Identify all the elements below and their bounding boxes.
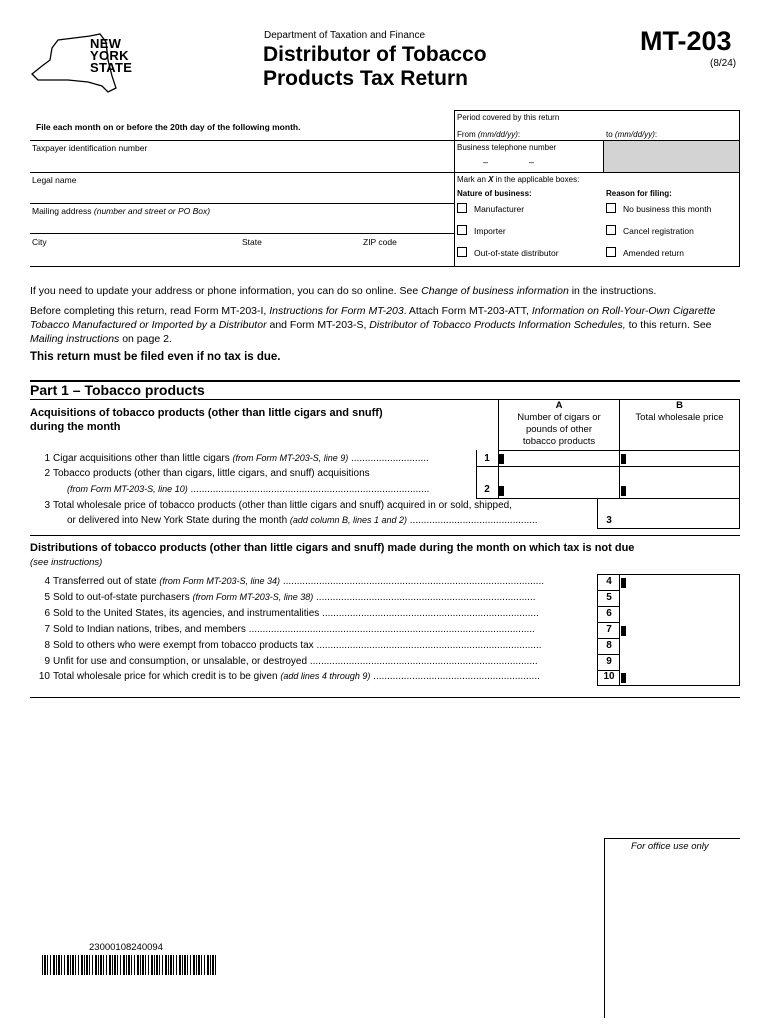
line-2-column-a-field[interactable] (498, 467, 619, 498)
line-10-row (30, 671, 592, 682)
line-2-row (30, 468, 478, 479)
line-8-box-number: 8 (606, 640, 612, 651)
barcode (42, 955, 216, 975)
line-1-b-marker (621, 454, 626, 464)
line-5-number: 5 (44, 592, 50, 603)
p2-i: on page 2. (119, 333, 172, 345)
line-1-box-number: 1 (484, 453, 490, 464)
line-10-text: Total wholesale price for which credit is to be given (53, 671, 281, 682)
reason-heading: Reason for filing: (606, 189, 672, 198)
label-no-business: No business this month (623, 204, 712, 214)
nature-heading: Nature of business: (457, 189, 532, 198)
nys-logo (28, 30, 138, 98)
line-7-box-number: 7 (606, 624, 612, 635)
line-3-ref: (add column B, lines 1 and 2) (289, 515, 407, 525)
line-10-field[interactable] (620, 671, 739, 685)
phone-label: Business telephone number (457, 143, 557, 152)
period-from-label (457, 130, 520, 139)
line-3-cont-row (30, 515, 590, 526)
line-4-text: Transferred out of state (53, 576, 160, 587)
line-2-cont-row (38, 484, 480, 495)
line-9-row (30, 656, 592, 667)
line-10-dots: ............................................................ (370, 671, 540, 682)
line-4-ref: (from Form MT-203-S, line 34) (159, 576, 281, 586)
line-5-dots: ............................................................................... (313, 592, 536, 603)
p2-b: Instructions for Form MT-203 (269, 305, 404, 317)
p1-b: Change of business information (421, 285, 569, 297)
p2-h: Mailing instructions (30, 333, 120, 345)
line-6-text: Sold to the United States, its agencies, and instrumentalities (53, 608, 320, 619)
line-7-row (30, 624, 592, 635)
line-4-field[interactable] (620, 575, 739, 590)
p2-f: Distributor of Tobacco Products Information Schedules, (369, 319, 626, 331)
phone-dash-2: – (529, 157, 535, 167)
logo-word-new: NEW (90, 36, 122, 51)
checkbox-cancel-registration[interactable] (606, 225, 616, 235)
phone-field[interactable] (456, 153, 602, 171)
line-9-box-number: 9 (606, 656, 612, 667)
line-1-number: 1 (44, 453, 50, 464)
line-5-text: Sold to out-of-state purchasers (53, 592, 193, 603)
legal-name-field[interactable] (30, 184, 454, 202)
label-importer: Importer (474, 226, 506, 236)
acquisitions-heading-line2: during the month (30, 421, 121, 433)
column-a-letter: A (555, 400, 563, 411)
line-2-column-b-field[interactable] (620, 467, 739, 498)
line-9-text: Unfit for use and consumption, or unsalable, or destroyed (53, 656, 308, 667)
to-text: to (606, 130, 615, 139)
p2-e: and Form MT-203-S, (266, 319, 370, 331)
line-10-marker (621, 673, 626, 683)
must-file-note: This return must be filed even if no tax is due. (30, 351, 281, 363)
zip-label: ZIP code (363, 237, 397, 247)
line-2-b-marker (621, 486, 626, 496)
line-2-number: 2 (44, 468, 50, 479)
to-format: (mm/dd/yy) (614, 130, 655, 139)
distributions-sub: (see instructions) (30, 557, 103, 568)
form-title-line2: Products Tax Return (263, 67, 468, 90)
form-title-line1: Distributor of Tobacco (263, 43, 487, 66)
column-a-desc: Number of cigars or pounds of other tobacco products (517, 412, 601, 447)
column-b-header (620, 400, 739, 424)
line-10-ref: (add lines 4 through 9) (280, 671, 371, 681)
taxpayer-id-label: Taxpayer identification number (32, 143, 148, 153)
mailing-address-label-text: Mailing address (32, 206, 94, 216)
from-text: From (457, 130, 478, 139)
city-state-zip-field[interactable] (30, 246, 454, 265)
line-1-row (30, 453, 478, 464)
line-1-column-b-field[interactable] (620, 451, 739, 466)
mailing-address-label-hint: (number and street or PO Box) (93, 206, 211, 216)
column-a-header (499, 400, 619, 448)
before-completing-paragraph (30, 304, 742, 346)
line-7-dots: ....................................................................................................... (245, 624, 535, 635)
p2-g: to this return. See (625, 319, 712, 331)
office-use-label: For office use only (631, 841, 709, 852)
mark-instruction (457, 175, 579, 184)
label-cancel-registration: Cancel registration (623, 226, 694, 236)
part1-title: Part 1 – Tobacco products (30, 382, 205, 398)
line-2-ref: (from Form MT-203-S, line 10) (67, 484, 188, 494)
logo-word-state: STATE (90, 60, 133, 75)
column-b-desc: Total wholesale price (635, 412, 724, 423)
line-7-text: Sold to Indian nations, tribes, and members (53, 624, 246, 635)
line-7-number: 7 (44, 624, 50, 635)
line-7-field[interactable] (620, 623, 739, 638)
checkbox-amended-return[interactable] (606, 247, 616, 257)
phone-dash-1: – (483, 157, 489, 167)
line-8-row (30, 640, 592, 651)
checkbox-no-business[interactable] (606, 203, 616, 213)
legal-name-label: Legal name (32, 175, 77, 185)
line-6-number: 6 (44, 608, 50, 619)
line-5-row (30, 592, 592, 603)
line-10-box-number: 10 (603, 671, 615, 682)
label-manufacturer: Manufacturer (474, 204, 525, 214)
line-2-a-marker (499, 486, 504, 496)
distributions-heading: Distributions of tobacco products (other than little cigars and snuff) made during the month on which tax is not due (30, 542, 635, 554)
checkbox-importer[interactable] (457, 225, 467, 235)
p1-a: If you need to update your address or phone information, you can do so online. See (30, 285, 422, 297)
p2-a: Before completing this return, read Form MT-203-I, (30, 305, 270, 317)
p1-c: in the instructions. (568, 285, 657, 297)
from-format: (mm/dd/yy) (477, 130, 518, 139)
checkbox-manufacturer[interactable] (457, 203, 467, 213)
line-6-field[interactable] (620, 607, 739, 622)
mailing-address-field[interactable] (30, 215, 454, 232)
line-6-box-number: 6 (606, 608, 612, 619)
acquisitions-heading (30, 406, 383, 434)
line-1-dots: ............................ (348, 453, 429, 464)
taxpayer-id-field[interactable] (30, 152, 454, 171)
form-number: MT-203 (640, 26, 732, 56)
period-label: Period covered by this return (457, 113, 560, 122)
form-revision: (8/24) (710, 58, 737, 69)
label-amended-return: Amended return (623, 248, 684, 258)
line-10-number: 10 (38, 671, 50, 682)
state-label: State (242, 237, 262, 247)
to-colon: : (654, 130, 658, 139)
mark-instruction-post: in the applicable boxes: (493, 175, 580, 184)
line-8-dots: ................................................................................. (313, 640, 542, 651)
line-4-number: 4 (44, 576, 50, 587)
department-name: Department of Taxation and Finance (264, 30, 426, 41)
line-3-number: 3 (44, 500, 50, 511)
line-8-text: Sold to others who were exempt from tobacco products tax (53, 640, 314, 651)
line-2-box-number: 2 (484, 484, 490, 495)
phone-shaded-cell (604, 141, 739, 172)
line-1-ref: (from Form MT-203-S, line 9) (232, 453, 349, 463)
logo-word-york: YORK (90, 48, 129, 63)
line-1-column-a-field[interactable] (498, 451, 619, 466)
line-2-text: Tobacco products (other than cigars, little cigars, and snuff) acquisitions (53, 468, 370, 479)
period-to-field[interactable] (672, 127, 738, 139)
p2-d: Information on Roll-Your-Own Cigarette Tobacco Manufactured or Imported by a Distributor (30, 305, 716, 331)
p2-c: . Attach Form MT-203-ATT, (403, 305, 532, 317)
line-5-box-number: 5 (606, 592, 612, 603)
logo-text (90, 38, 132, 74)
line-1-text: Cigar acquisitions other than little cigars (53, 453, 233, 464)
line-3-cont-text: or delivered into New York State during the month (67, 515, 290, 526)
line-3-row (30, 500, 600, 511)
mark-instruction-x: X (488, 175, 494, 184)
line-4-box-number: 4 (606, 576, 612, 587)
line-9-field[interactable] (620, 655, 739, 670)
checkbox-out-of-state[interactable] (457, 247, 467, 257)
line-2-dots: ...................................................................................... (187, 484, 430, 495)
period-from-field[interactable] (517, 127, 600, 139)
line-1-a-marker (499, 454, 504, 464)
line-8-field[interactable] (620, 639, 739, 654)
mark-instruction-pre: Mark an (457, 175, 489, 184)
line-5-ref: (from Form MT-203-S, line 38) (192, 592, 314, 602)
acquisitions-heading-line1: Acquisitions of tobacco products (other than little cigars and snuff) (30, 407, 383, 419)
line-3-column-b-field[interactable] (620, 499, 739, 528)
period-to-label (606, 130, 657, 139)
update-info-paragraph (30, 284, 742, 298)
line-7-marker (621, 626, 626, 636)
line-9-dots: .................................................................................. (307, 656, 538, 667)
from-colon: : (517, 130, 521, 139)
line-4-dots: .............................................................................................. (280, 576, 545, 587)
line-5-field[interactable] (620, 591, 739, 606)
line-9-number: 9 (44, 656, 50, 667)
line-6-dots: .............................................................................. (319, 608, 539, 619)
file-note: File each month on or before the 20th day of the following month. (36, 122, 301, 132)
label-out-of-state: Out-of-state distributor (474, 248, 559, 258)
column-b-letter: B (676, 400, 683, 411)
line-3-text: Total wholesale price of tobacco products (other than little cigars and snuff) acquired in or sold, shipped, (53, 500, 512, 511)
line-8-number: 8 (44, 640, 50, 651)
line-3-box-number: 3 (606, 515, 612, 526)
barcode-number: 23000108240094 (89, 942, 163, 953)
line-4-row (30, 576, 592, 587)
city-label: City (32, 237, 47, 247)
line-3-dots: .............................................. (407, 515, 538, 526)
line-4-marker (621, 578, 626, 588)
line-6-row (30, 608, 592, 619)
